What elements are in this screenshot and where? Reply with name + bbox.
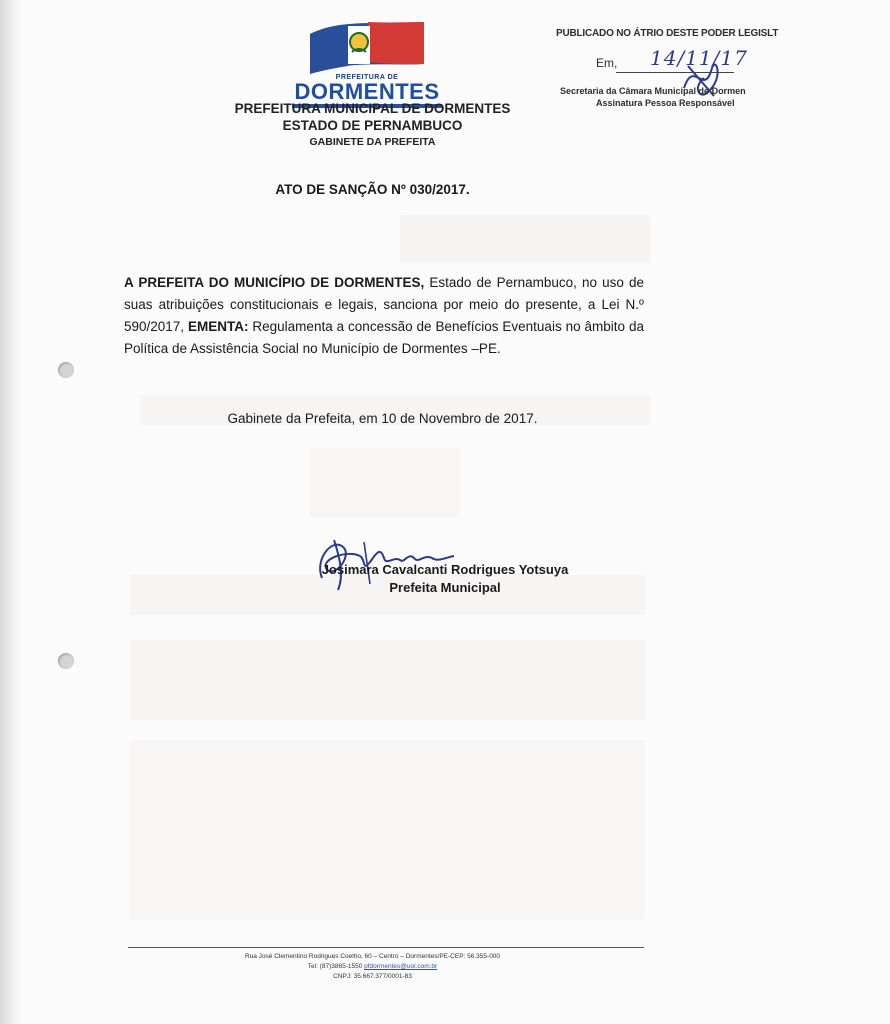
logo-prefix: PREFEITURA DE (335, 74, 399, 81)
stamp-secretary-text: Secretaria da Câmara Municipal de Dormen (560, 86, 746, 96)
flag-emblem-icon (308, 20, 426, 76)
stamp-handwritten-date: 14/11/17 (650, 46, 748, 70)
signatory-role: Prefeita Municipal (389, 580, 501, 595)
bleed-through (130, 640, 645, 720)
footer-phone: Tel: (87)3865-1550 (307, 963, 365, 970)
state-title: ESTADO DE PERNAMBUCO (282, 118, 463, 133)
place-date: Gabinete da Prefeita, em 10 de Novembro de 2017. (227, 411, 538, 426)
act-title: ATO DE SANÇÃO Nº 030/2017. (275, 182, 470, 197)
act-text-1: Estado de Pernambuco, no uso de suas atribuições constitucionais e legais, sanciona por meio do presente, a Lei N.º 590/2017, (124, 275, 644, 334)
publication-stamp (556, 20, 779, 115)
act-lead: A PREFEITA DO MUNICÍPIO DE DORMENTES, (124, 275, 425, 290)
ementa-label: EMENTA: (187, 319, 249, 334)
signatory-name: Josimara Cavalcanti Rodrigues Yotsuya (321, 562, 569, 577)
bleed-through (130, 740, 645, 920)
municipality-title: PREFEITURA MUNICIPAL DE DORMENTES (234, 101, 511, 116)
footer-address: Rua José Clementino Rodrigues Coelho, 60 – Centro – Dormentes/PE-CEP: 56.355-000 (244, 953, 501, 960)
office-title: GABINETE DA PREFEITA (309, 136, 436, 148)
stamp-signature-label: Assinatura Pessoa Responsável (596, 98, 735, 108)
act-text-2: Regulamenta a concessão de Benefícios Eventuais no âmbito da Política de Assistência Social no Município de Dormentes –PE. (124, 319, 645, 356)
bleed-through (310, 448, 460, 518)
punch-hole (58, 362, 74, 378)
footer-contact (0, 963, 745, 970)
footer-divider (128, 947, 644, 948)
page-fold-shadow (0, 0, 22, 1024)
bleed-through (400, 215, 650, 263)
logo-name: DORMENTES (294, 79, 440, 104)
prefeitura-logo (292, 14, 442, 106)
stamp-em-label: Em, (596, 56, 618, 70)
footer-email-link[interactable]: pfdormentes@uol.com.br (364, 963, 438, 970)
stamp-published-text: PUBLICADO NO ÁTRIO DESTE PODER LEGISLT (556, 28, 779, 39)
footer-cnpj: CNPJ: 35.667.377/0001-83 (333, 973, 412, 980)
act-body (124, 272, 644, 360)
punch-hole (58, 653, 74, 669)
